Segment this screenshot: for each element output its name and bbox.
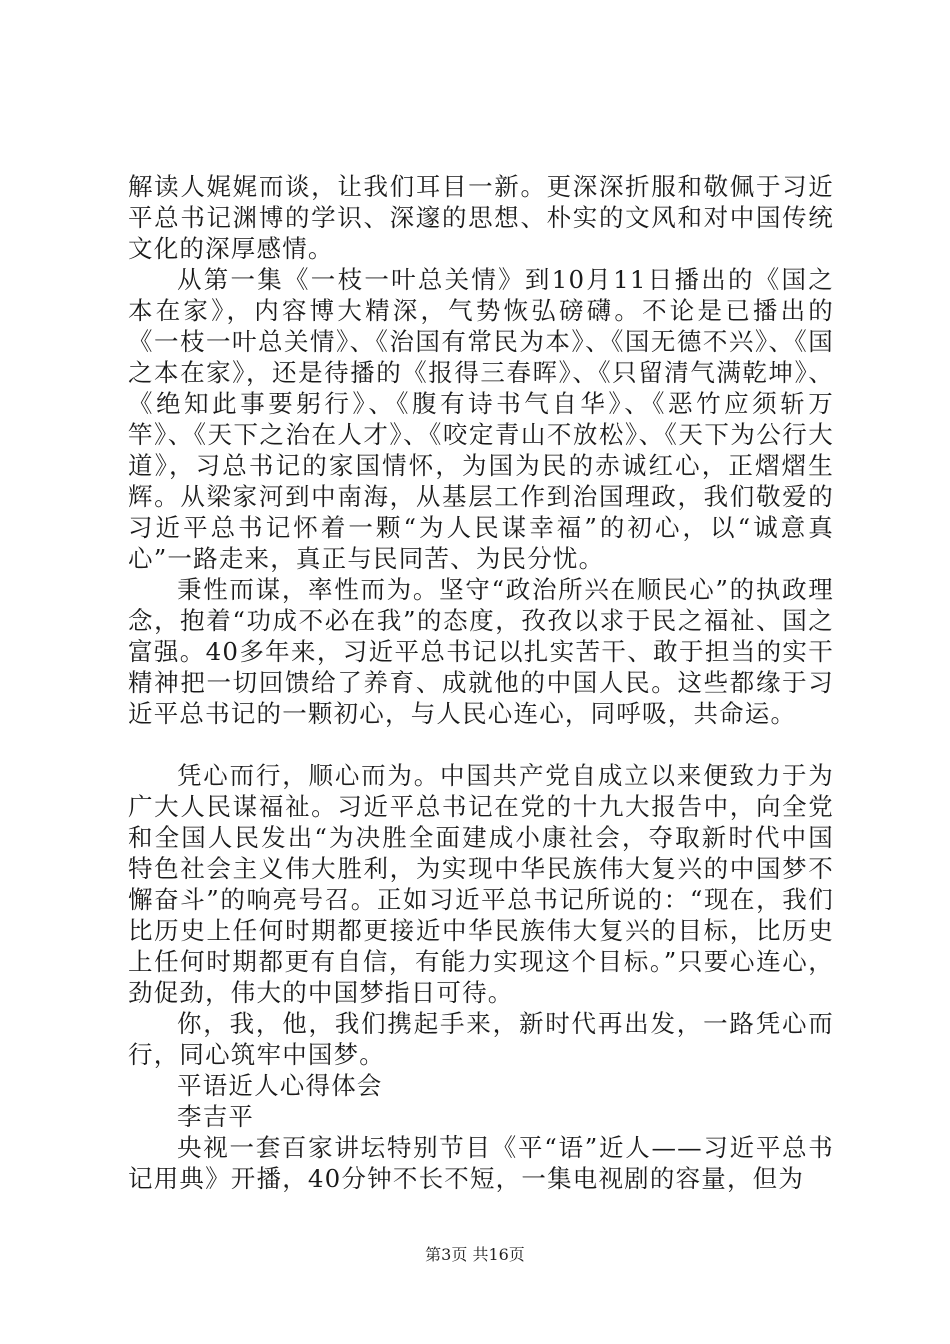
paragraph-spacer	[128, 729, 834, 760]
article-author: 李吉平	[177, 1102, 255, 1131]
paragraph-program-overview: 从第一集《一枝一叶总关情》到10月11日播出的《国之本在家》，内容博大精深，气势恢弘磅礴。不论是已播出的《一枝一叶总关情》、《治国有常民为本》、《国无德不兴》、《国之本在家》，还是待播的《报得三春晖》、《只留清气满乾坤》、《绝知此事要躬行》、《腹有诗书气自华》、《恶竹应须斩万竿》、《天下之治在人才》、《咬定青山不放松》、《天下为公行大道》，习总书记的家国情怀，为国为民的赤诚红心，正熠熠生辉。从梁家河到中南海，从基层工作到治国理政，我们敬爱的习近平总书记怀着一颗“为人民谋幸福”的初心，以“诚意真心”一路走来，真正与民同苦、为民分忧。	[128, 265, 834, 573]
document-body	[128, 171, 834, 1194]
paragraph-chinese-dream: 凭心而行，顺心而为。中国共产党自成立以来便致力于为广大人民谋福祉。习近平总书记在党的十九大报告中，向全党和全国人民发出“为决胜全面建成小康社会，夺取新时代中国特色社会主义伟大胜利，为实现中华民族伟大复兴的中国梦不懈奋斗”的响亮号召。正如习近平总书记所说的：“现在，我们比历史上任何时期都更接近中华民族伟大复兴的目标，比历史上任何时期都更有自信，有能力实现这个目标。”只要心连心，劲促劲，伟大的中国梦指日可待。	[128, 761, 834, 1007]
page-number: 第3页 共16页	[425, 1245, 525, 1264]
paragraph-new-article-start: 央视一套百家讲坛特别节目《平“语”近人——习近平总书记用典》开播，40分钟不长不短，一集电视剧的容量，但为	[128, 1133, 834, 1193]
paragraph-continuation: 解读人娓娓而谈，让我们耳目一新。更深深折服和敬佩于习近平总书记渊博的学识、深邃的思想、朴实的文风和对中国传统文化的深厚感情。	[128, 172, 834, 263]
article-title: 平语近人心得体会	[177, 1071, 383, 1100]
paragraph-closing: 你，我，他，我们携起手来，新时代再出发，一路凭心而行，同心筑牢中国梦。	[128, 1009, 834, 1069]
paragraph-original-aspiration: 秉性而谋，率性而为。坚守“政治所兴在顺民心”的执政理念，抱着“功成不必在我”的态度，孜孜以求于民之福祉、国之富强。40多年来，习近平总书记以扎实苦干、敢于担当的实干精神把一切回馈给了养育、成就他的中国人民。这些都缘于习近平总书记的一颗初心，与人民心连心，同呼吸，共命运。	[128, 575, 834, 728]
